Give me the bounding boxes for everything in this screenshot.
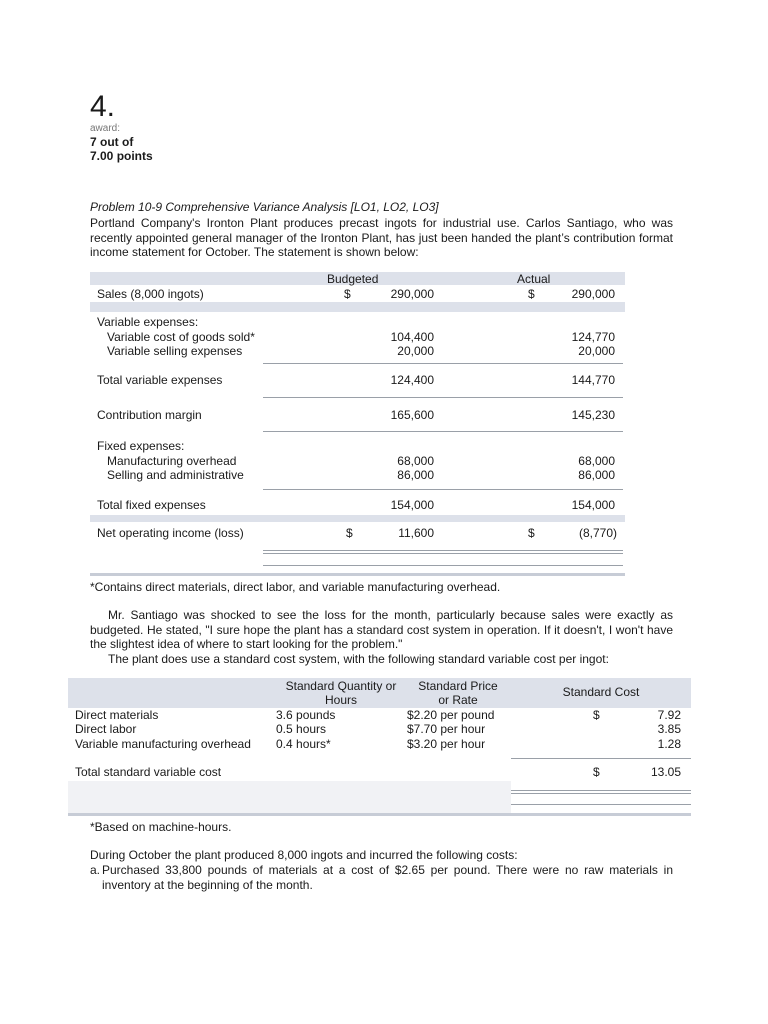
vcogs-budgeted: 104,400: [390, 330, 434, 344]
award-line-2: 7.00 points: [90, 149, 153, 163]
noi-budgeted: 11,600: [398, 526, 434, 540]
item-marker: a.: [90, 863, 101, 877]
tfe-actual: 154,000: [571, 498, 615, 512]
list-item: [90, 863, 673, 893]
table-bottom-border: [90, 573, 625, 576]
col-cost-header: Standard Cost: [562, 685, 640, 699]
vmoh-quantity: 0.4 hours*: [276, 737, 331, 751]
vsell-actual: 20,000: [578, 344, 615, 358]
dl-quantity: 0.5 hours: [276, 722, 327, 736]
award-label: award:: [90, 123, 121, 134]
total-cost: 13.05: [650, 765, 681, 779]
currency-symbol: $: [593, 708, 600, 722]
vmoh-label: Variable manufacturing overhead: [75, 737, 251, 751]
currency-symbol: $: [593, 765, 600, 779]
sales-budgeted: 290,000: [390, 287, 434, 301]
divider: [263, 431, 623, 432]
col-actual-header: Actual: [517, 272, 551, 286]
vmoh-cost: 1.28: [657, 737, 681, 751]
divider: [511, 758, 691, 759]
vcogs-label: Variable cost of goods sold*: [107, 330, 255, 344]
fixed-expenses-header: Fixed expenses:: [97, 439, 185, 453]
moh-actual: 68,000: [578, 454, 615, 468]
award-line-1: 7 out of: [90, 135, 134, 149]
item-a-text: Purchased 33,800 pounds of materials at a cost of $2.65 per pound. There were no raw materials in inventory at the beginning of the month.: [102, 863, 673, 892]
tve-label: Total variable expenses: [97, 373, 223, 387]
currency-symbol: $: [528, 287, 535, 301]
tfe-budgeted: 154,000: [390, 498, 434, 512]
sales-actual: 290,000: [571, 287, 615, 301]
table-bottom-border: [68, 813, 691, 816]
divider: [263, 397, 623, 398]
divider: [263, 553, 623, 554]
problem-title: Problem 10-9 Comprehensive Variance Analysis [LO1, LO2, LO3]: [90, 200, 439, 214]
currency-symbol: $: [528, 526, 535, 540]
footnote-direct-costs: *Contains direct materials, direct labor, and variable manufacturing overhead.: [90, 580, 501, 594]
dm-cost: 7.92: [657, 708, 681, 722]
col-budgeted-header: Budgeted: [327, 272, 379, 286]
dm-label: Direct materials: [75, 708, 159, 722]
noi-label: Net operating income (loss): [97, 526, 244, 540]
divider: [263, 550, 623, 551]
dl-label: Direct labor: [75, 722, 137, 736]
footnote-machine-hours: *Based on machine-hours.: [90, 820, 232, 834]
col-price-header: [404, 679, 512, 707]
dl-price: $7.70 per hour: [407, 722, 486, 736]
row-band: [90, 515, 625, 522]
tfe-label: Total fixed expenses: [97, 498, 206, 512]
col-quantity-line-1: Standard Quantity or: [285, 679, 397, 693]
vcogs-actual: 124,770: [571, 330, 615, 344]
divider: [511, 793, 691, 794]
vmoh-price: $3.20 per hour: [407, 737, 486, 751]
october-costs-intro: During October the plant produced 8,000 ingots and incurred the following costs:: [90, 848, 518, 862]
total-label: Total standard variable cost: [75, 765, 222, 779]
paragraph-standard-cost: The plant does use a standard cost system, with the following standard variable cost per ingot:: [108, 651, 609, 666]
october-costs-section: [90, 848, 673, 893]
variable-expenses-header: Variable expenses:: [97, 315, 199, 329]
cm-budgeted: 165,600: [390, 408, 434, 422]
currency-symbol: $: [344, 287, 351, 301]
intro-paragraph: Portland Company's Ironton Plant produces precast ingots for industrial use. Carlos Santiago, who was recently appointed general manager of the Ironton Plant, has just been handed the plant’s contribution format income statement for October. The statement is shown below:: [90, 216, 673, 259]
currency-symbol: $: [346, 526, 353, 540]
paragraph-quote: Mr. Santiago was shocked to see the loss for the month, particularly because sales were exactly as budgeted. He stated, "I sure hope the plant has a standard cost system in operation. If it doesn't, I won't have the slightest idea of where to start looking for the problem.": [90, 608, 673, 651]
income-statement-table: [90, 272, 625, 576]
divider: [263, 565, 623, 566]
divider: [511, 790, 691, 791]
divider: [263, 363, 623, 364]
award-value: [90, 135, 153, 163]
sa-actual: 86,000: [578, 468, 615, 482]
row-band: [68, 781, 511, 813]
dm-quantity: 3.6 pounds: [276, 708, 336, 722]
moh-label: Manufacturing overhead: [107, 454, 237, 468]
row-band: [90, 302, 625, 312]
moh-budgeted: 68,000: [397, 454, 434, 468]
divider: [263, 489, 623, 490]
sales-label: Sales (8,000 ingots): [97, 287, 204, 301]
dl-cost: 3.85: [657, 722, 681, 736]
vsell-label: Variable selling expenses: [107, 344, 243, 358]
col-quantity-header: [278, 679, 404, 707]
cm-label: Contribution margin: [97, 408, 202, 422]
paragraph-santiago: [90, 608, 673, 666]
tve-actual: 144,770: [571, 373, 615, 387]
sa-budgeted: 86,000: [397, 468, 434, 482]
col-quantity-line-2: Hours: [324, 693, 357, 707]
col-price-line-2: or Rate: [438, 693, 478, 707]
standard-cost-table: [68, 678, 691, 818]
vsell-budgeted: 20,000: [397, 344, 434, 358]
noi-actual: (8,770): [578, 526, 617, 540]
question-number: 4.: [90, 90, 116, 123]
dm-price: $2.20 per pound: [407, 708, 495, 722]
col-price-line-1: Standard Price: [418, 679, 498, 693]
cm-actual: 145,230: [571, 408, 615, 422]
divider: [511, 804, 691, 805]
sa-label: Selling and administrative: [107, 468, 244, 482]
tve-budgeted: 124,400: [390, 373, 434, 387]
